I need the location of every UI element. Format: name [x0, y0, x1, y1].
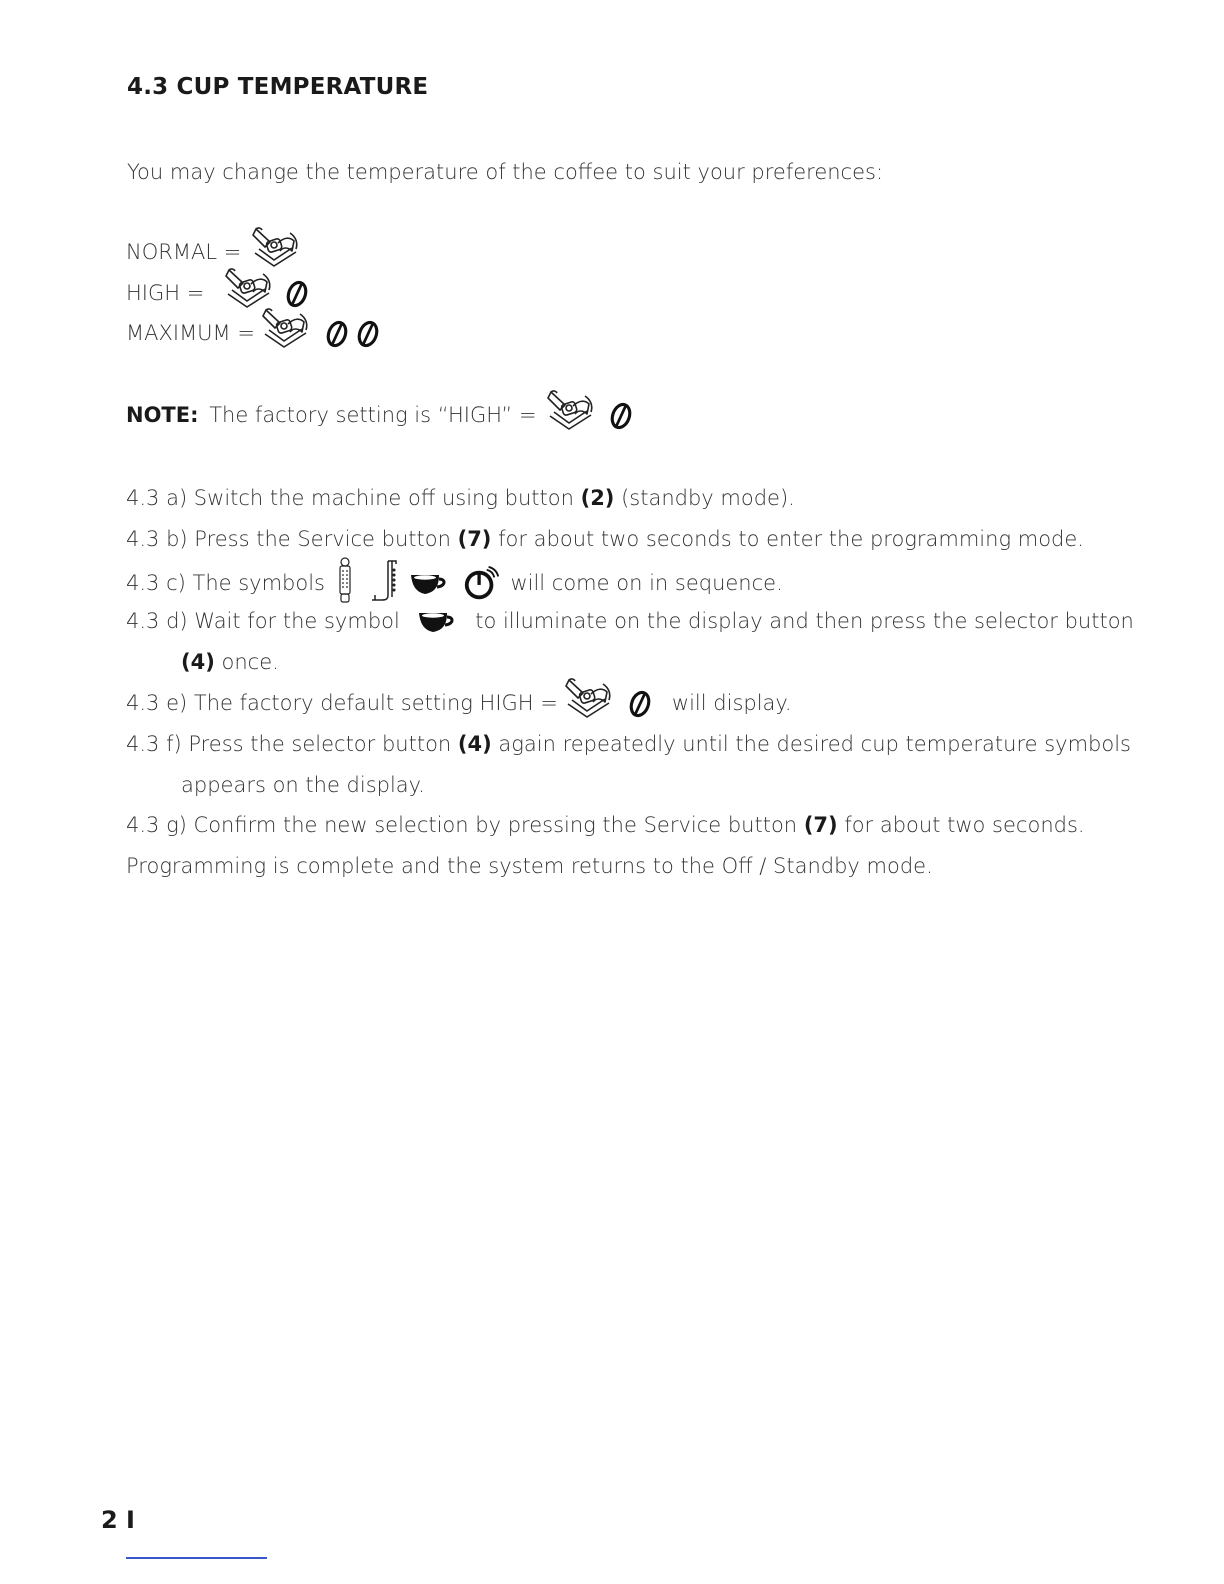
step-c: [126, 565, 783, 603]
step-a-text: 4.3 a) Switch the machine off using button: [126, 486, 574, 510]
step-d-cont: once.: [221, 650, 279, 674]
step-g: [126, 810, 1085, 840]
step-c-suffix: will come on in sequence.: [510, 571, 783, 595]
step-f-continuation: appears on the display.: [181, 773, 425, 797]
step-a-suffix: (standby mode).: [621, 486, 795, 510]
cup-temperature-icon: [565, 676, 613, 720]
step-b: [126, 524, 1084, 554]
coffee-bean-icon: [610, 401, 632, 431]
step-g-text: 4.3 g) Confirm the new selection by pressing the Service button: [126, 813, 798, 837]
note-label: NOTE:: [126, 403, 199, 427]
step-a: [126, 483, 795, 513]
step-e-text: 4.3 e) The factory default setting HIGH =: [126, 691, 558, 715]
water-filter-icon: [338, 557, 352, 603]
power-icon: [462, 565, 500, 603]
coffee-bean-icon: [286, 279, 308, 309]
step-f-text: 4.3 f) Press the selector button: [126, 732, 452, 756]
button-ref: (7): [457, 527, 492, 551]
note-text: The factory setting is “HIGH” =: [209, 403, 537, 427]
button-ref: (2): [580, 486, 615, 510]
step-e: [126, 688, 792, 720]
factory-note: [126, 400, 632, 432]
closing-text: Programming is complete and the system returns to the Off / Standby mode.: [126, 854, 933, 878]
button-ref: (4): [457, 732, 492, 756]
step-d-suffix: to illuminate on the display and then press the selector button: [475, 609, 1134, 633]
step-f: [126, 729, 1131, 759]
cup-icon: [417, 608, 457, 636]
descaling-pipe-icon: [370, 557, 398, 603]
level-maximum-label: MAXIMUM =: [126, 321, 255, 345]
cup-icon: [409, 570, 449, 598]
step-b-suffix: for about two seconds to enter the programming mode.: [498, 527, 1084, 551]
cup-temperature-icon: [225, 266, 273, 310]
level-maximum: [126, 318, 379, 350]
step-f-suffix: again repeatedly until the desired cup temperature symbols: [498, 732, 1131, 756]
step-d-continuation: [181, 647, 279, 677]
coffee-bean-icon: [357, 319, 379, 349]
section-title: 4.3 CUP TEMPERATURE: [127, 74, 429, 100]
level-high-label: HIGH =: [126, 281, 205, 305]
cup-temperature-icon: [547, 388, 595, 432]
step-d-text: 4.3 d) Wait for the symbol: [126, 609, 400, 633]
step-d: [126, 606, 1134, 636]
level-normal: [126, 237, 300, 269]
step-b-text: 4.3 b) Press the Service button: [126, 527, 451, 551]
intro-text: You may change the temperature of the coffee to suit your preferences:: [127, 160, 884, 184]
step-g-suffix: for about two seconds.: [844, 813, 1085, 837]
button-ref: (7): [803, 813, 838, 837]
step-c-text: 4.3 c) The symbols: [126, 571, 325, 595]
cup-temperature-icon: [262, 306, 310, 350]
cup-temperature-icon: [252, 225, 300, 269]
coffee-bean-icon: [326, 319, 348, 349]
footer-rule: [126, 1557, 267, 1559]
level-normal-label: NORMAL =: [126, 240, 242, 264]
page-number: 2 I: [101, 1506, 135, 1534]
coffee-bean-icon: [629, 689, 651, 719]
step-e-suffix: will display.: [671, 691, 792, 715]
button-ref: (4): [181, 650, 215, 674]
